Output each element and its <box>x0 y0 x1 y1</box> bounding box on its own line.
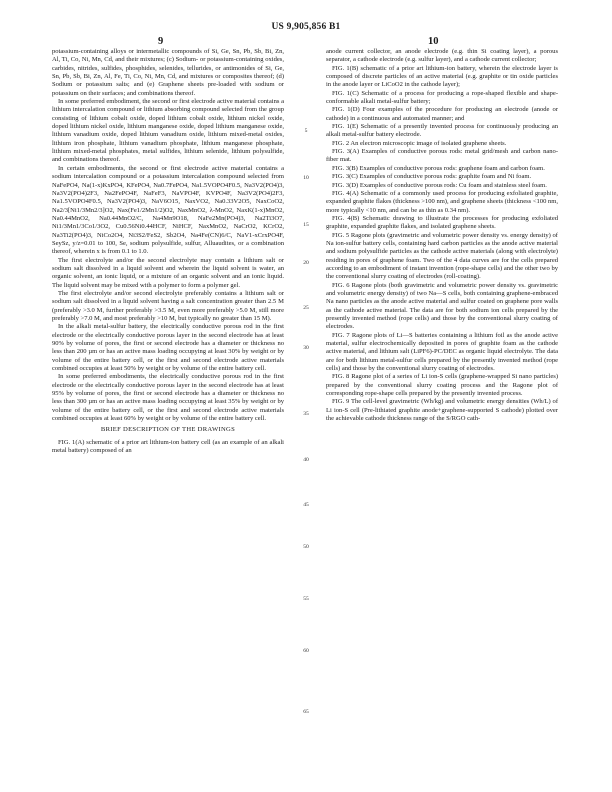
figure-description: FIG. 4(A) Schematic of a commonly used process for producing exfoliated graphite, expanded graphite flakes (thickness >100 nm), and graphene sheets (thickness <100 nm, more typically <10 nm, and can be as thin as 0.34 nm). <box>326 189 558 214</box>
line-number: 35 <box>303 411 309 417</box>
figure-description: FIG. 9 The cell-level gravimetric (Wh/kg) and volumetric energy densities (Wh/L) of Li ion-S cell (Pre-lithiated graphite anode+graphene-supported S cathode) plotted over the achievable cathode thickness range of the S/RGO cath- <box>326 398 558 423</box>
paragraph: anode current collector, an anode electrode (e.g. thin Si coating layer), a porous separator, a cathode electrode (e.g. sulfur layer), and a cathode current collector; <box>326 48 558 64</box>
page-number-right: 10 <box>428 36 439 47</box>
paragraph: In some preferred embodiment, the second or first electrode active material contains a lithium intercalation compound or lithium absorbing compound selected from the group consisting of lithium cobalt oxide, doped lithium cobalt oxide, lithium nickel oxide, doped lithium nickel oxide, lithium manganese oxide, doped lithium manganese oxide, lithium vanadium oxide, doped lithium vanadium oxide, lithium mixed-metal oxides, lithium iron phosphate, lithium vanadium phosphate, lithium manganese phosphate, lithium mixed-metal phosphates, metal sulfides, lithium selenide, lithium polysulfide, and combinations thereof. <box>52 98 284 164</box>
left-column <box>52 48 284 456</box>
paragraph: In some preferred embodiments, the electrically conductive porous rod in the first electrode or the electrically conductive porous layer in the second electrode has at least 95% by volume of pores, the first or second electrode has a diameter or thickness no less than 300 µm or has an active mass loading occupying at least 35% by weight or by volume of the entire battery cell, or the first and second electrode active materials combined occupies at least 60% by weight or by volume of the entire battery cell. <box>52 373 284 423</box>
line-number: 65 <box>303 709 309 715</box>
patent-number: US 9,905,856 B1 <box>271 22 341 32</box>
page-number-left: 9 <box>158 36 164 47</box>
line-number: 20 <box>303 260 309 266</box>
figure-description: FIG. 4(B) Schematic drawing to illustrate the processes for producing exfoliated graphite, expanded graphite flakes, and isolated graphene sheets. <box>326 214 558 231</box>
figure-description: FIG. 3(A) Examples of conductive porous rods: metal grid/mesh and carbon nano-fiber mat. <box>326 148 558 164</box>
figure-description: FIG. 3(B) Examples of conductive porous rods: graphene foam and carbon foam. <box>332 164 545 172</box>
line-number: 25 <box>303 305 309 311</box>
figure-description: FIG. 8 Ragone plot of a series of Li ion-S cells (graphene-wrapped Si nano particles) prepared by the conventional slurry coating process and the Ragone plot of corresponding rope-shape cells prepared by the presently invented process. <box>326 373 558 398</box>
right-column <box>326 48 558 423</box>
figure-description: FIG. 1(E) Schematic of a presently invented process for continuously producing an alkali metal-sulfur battery electrode. <box>326 123 558 139</box>
line-number: 10 <box>303 175 309 181</box>
line-number: 30 <box>303 345 309 351</box>
line-number: 15 <box>303 222 309 228</box>
line-number: 40 <box>303 457 309 463</box>
figure-description: FIG. 1(B) schematic of a prior art lithium-ion battery, wherein the electrode layer is composed of discrete particles of an active material (e.g. graphite or tin oxide particles in the anode layer or LiCoO2 in the cathode layer); <box>326 64 558 89</box>
section-heading: BRIEF DESCRIPTION OF THE DRAWINGS <box>100 426 236 434</box>
line-number: 45 <box>303 502 309 508</box>
line-number: 60 <box>303 648 309 654</box>
paragraph: FIG. 1(A) schematic of a prior art lithium-ion battery cell (as an example of an alkali metal battery) composed of an <box>52 438 284 455</box>
line-number: 5 <box>304 128 308 134</box>
paragraph: The first electrolyte and/or the second electrolyte may contain a lithium salt or sodium salt dissolved in a liquid solvent and wherein the liquid solvent is water, an organic solvent, an ionic liquid, or a mixture of an organic solvent and an ionic liquid. The liquid solvent may be mixed with a polymer to form a polymer gel. <box>52 256 284 289</box>
figure-description: FIG. 6 Ragone plots (both gravimetric and volumetric power density vs. gravimetric and volumetric energy density) of two Na—S cells, both containing graphene-embraced Na nano particles as the anode active material and sulfur coated on graphene pore walls as the cathode active material. The data are for both sodium ion cells prepared by the presently invented method (rope cells) and those by the conventional slurry coating of electrodes. <box>326 281 558 331</box>
paragraph: In certain embodiments, the second or first electrode active material contains a sodium intercalation compound or a potassium intercalation compound selected from NaFePO4, Na(1-x)KxPO4, KFePO4, Na0.7FePO4, Na1.5VOPO4F0.5, Na3V2(PO4)3, Na3V2(PO4)2F3, Na2FePO4F, NaFeF3, NaVPO4F, KVPO4F, Na3V2(PO4)2F3, Na1.5VOPO4F0.5, Na3V2(PO4)3, NaV6O15, NaxVO2, Na0.33V2O5, NaxCoO2, Na2/3[Ni1/3Mn2/3]O2, Nax(Fe1/2Mn1/2)O2, NaxMnO2, λ-MnO2, NaxK(1-x)MnO2, Na0.44MnO2, Na0.44MnO2/C, Na4Mn9O18, NaFe2Mn(PO4)3, Na2Ti3O7, Ni1/3Mn1/3Co1/3O2, Cu0.56Ni0.44HCF, NiHCF, NaxMnO2, NaCrO2, KCrO2, Na3Ti2(PO4)3, NiCo2O4, Ni3S2/FeS2, Sb2O4, Na4Fe(CN)6/C, NaV1-xCrxPO4F, SeySz, y/z=0.01 to 100, Se, sodium polysulfide, sulfur, Alluaudites, or a combination thereof, wherein x is from 0.1 to 1.0. <box>52 164 284 256</box>
line-number: 50 <box>303 544 309 550</box>
paragraph: potassium-containing alloys or intermetallic compounds of Si, Ge, Sn, Pb, Sb, Bi, Zn, Al, Ti, Co, Ni, Mn, Cd, and their mixtures; (c) Sodium- or potassium-containing oxides, carbides, nitrides, sulfides, phosphides, selenides, tellurides, or antimonides of Si, Ge, Sn, Pb, Sb, Bi, Zn, Al, Fe, Ti, Co, Ni, Mn, Cd, and mixtures or composites thereof; (d) Sodium or potassium salts; and (e) Graphene sheets pre-loaded with sodium or potassium on their surfaces; and combinations thereof. <box>52 48 284 97</box>
page-header <box>0 22 612 36</box>
line-number: 55 <box>303 596 309 602</box>
figure-description: FIG. 2 An electron microscopic image of isolated graphene sheets. <box>332 139 507 147</box>
figure-description: FIG. 3(D) Examples of conductive porous rods: Cu foam and stainless steel foam. <box>332 181 547 189</box>
figure-description: FIG. 5 Ragone plots (gravimetric and volumetric power density vs. energy density) of Na ion-sulfur battery cells, containing hard carbon particles as the anode active material and sodium polysulfide particles as the cathode active materials (along with electrolyte) residing in pores of graphene foam. Two of the 4 data curves are for the cells prepared according to an embodiment of instant invention (rope-shape cells) and the other two by the conventional slurry coating of electrodes (roll-coating). <box>326 231 558 281</box>
paragraph: In the alkali metal-sulfur battery, the electrically conductive porous rod in the first electrode or the electrically conductive porous layer in the second electrode has at least 90% by volume of pores, the first or second electrode has a diameter or thickness no less than 200 µm or has an active mass loading occupying at least 30% by weight or by volume of the entire battery cell, or the first and second electrode active materials combined occupies at least 50% by weight or by volume of the entire battery cell. <box>52 323 284 373</box>
figure-description: FIG. 1(C) Schematic of a process for producing a rope-shaped flexible and shape-conformable alkali metal-sulfur battery; <box>326 89 558 106</box>
figure-description: FIG. 1(D) Four examples of the procedure for producing an electrode (anode or cathode) in a continuous and automated manner; and <box>326 106 558 122</box>
figure-description: FIG. 3(C) Examples of conductive porous rods: graphite foam and Ni foam. <box>332 173 532 181</box>
paragraph: The first electrolyte and/or second electrolyte preferably contains a lithium salt or sodium salt dissolved in a liquid solvent having a salt concentration greater than 2.5 M (preferably >3.0 M, further preferably >3.5 M, even more preferably >5.0 M, still more preferably >7.0 M, and most preferably >10 M, but typically no greater than 15 M). <box>52 289 284 322</box>
figure-description: FIG. 7 Ragone plots of Li—S batteries containing a lithium foil as the anode active material, sulfur electrochemically deposited in pores of graphite foam as the cathode active material, and lithium salt (LiPF6)-PC/DEC as organic liquid electrolyte. The data are for both lithium metal-sulfur cells prepared by the presently invented method (rope cells) and those by the conventional slurry coating of electrodes. <box>326 331 558 373</box>
